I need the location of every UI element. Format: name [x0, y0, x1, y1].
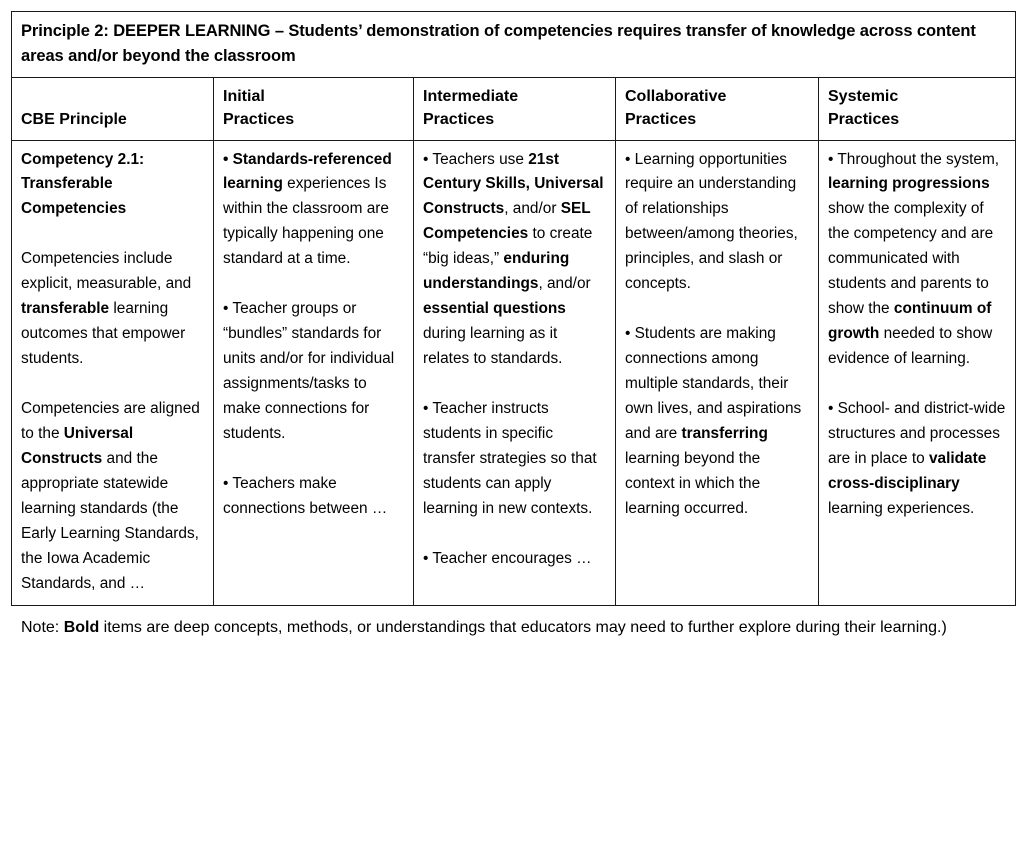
competency-paragraph-1 — [21, 247, 204, 372]
text-run-bold: • Standards-referenced learning — [223, 150, 392, 193]
text-run-bold: 21st Century Skills, Universal Constructs — [423, 150, 604, 218]
column-header-line-2: CBE Principle — [21, 111, 127, 129]
text-run-bold: Universal Constructs — [21, 424, 134, 467]
text-run: Competencies include explicit, measurable, and — [21, 250, 192, 293]
column-header-cbe-principle — [12, 78, 214, 140]
bullet-item — [625, 322, 809, 522]
bullet-item: • Teacher instructs students in specific transfer strategies so that students can apply learning in new contexts. — [423, 400, 597, 517]
cell-intermediate-practices — [414, 140, 616, 605]
column-header-line-1: Initial — [223, 88, 265, 106]
cell-collaborative-practices — [616, 140, 819, 605]
text-run: to create “big ideas,” — [423, 225, 593, 268]
competency-paragraph-2 — [21, 397, 204, 597]
text-run: Competencies are aligned to the — [21, 400, 200, 442]
bullet-item — [828, 397, 1006, 522]
column-header-line-2: Practices — [423, 111, 495, 129]
table-title-row — [12, 12, 1016, 78]
bullet-item — [828, 148, 1006, 373]
column-header-line-1: Collaborative — [625, 88, 727, 106]
table-header-row — [12, 78, 1016, 140]
column-header-line-1: Systemic — [828, 88, 899, 106]
text-run-bold: transferring — [681, 425, 768, 442]
column-header-line-1: Intermediate — [423, 88, 519, 106]
column-header-intermediate-practices — [414, 78, 616, 140]
text-run-bold: enduring understandings — [423, 250, 570, 293]
text-run: , and/or — [538, 275, 591, 293]
competency-heading — [21, 148, 204, 223]
cbe-principle-table — [11, 11, 1016, 606]
cell-cbe-principle — [12, 140, 214, 605]
text-run-bold: Bold — [63, 618, 100, 636]
text-run: • Students are making connections among multiple standards, their own lives, and aspirations and are — [625, 325, 802, 442]
text-run: experiences Is within the classroom are typically happening one standard at a time. — [223, 175, 389, 268]
table-body-row — [12, 140, 1016, 605]
bullet-item — [223, 148, 404, 273]
bullet-item: • Teacher encourages … — [423, 549, 592, 567]
text-run: • Throughout the system, — [828, 150, 1000, 168]
text-run: learning experiences. — [828, 499, 975, 517]
text-run: items are deep concepts, methods, or understandings that educators may need to further explore during their learning.) — [99, 618, 947, 636]
text-run-bold: validate cross-disciplinary — [828, 449, 987, 492]
text-run: learning outcomes that empower students. — [21, 300, 186, 368]
text-run-bold: SEL Competencies — [423, 200, 591, 243]
principle-title: Principle 2: DEEPER LEARNING – Students’ demonstration of competencies requires transfer of knowledge across content areas and/or beyond the classroom — [12, 12, 1016, 78]
column-header-systemic-practices — [819, 78, 1016, 140]
cell-systemic-practices — [819, 140, 1016, 605]
bullet-item: • Teacher groups or “bundles” standards for units and/or for individual assignments/tasks to make connections for students. — [223, 300, 395, 442]
text-run: • School- and district-wide structures and processes are in place to — [828, 400, 1006, 467]
text-run: Note: — [21, 618, 64, 636]
text-run-bold: learning progressions — [828, 175, 990, 193]
bullet-item: • Learning opportunities require an understanding of relationships between/among theories, principles, and slash or concepts. — [625, 150, 798, 293]
column-header-line-2: Practices — [625, 111, 697, 129]
column-header-initial-practices — [214, 78, 414, 140]
text-run-bold: continuum of growth — [828, 300, 992, 343]
text-run: show the complexity of the competency and are communicated with students and parents to show the — [828, 200, 994, 318]
text-run: learning beyond the context in which the learning occurred. — [625, 449, 761, 517]
competency-heading-text: Competency 2.1: Transferable Competencies — [21, 150, 145, 218]
text-run: during learning as it relates to standards. — [423, 325, 563, 368]
text-run-bold: essential questions — [423, 300, 566, 318]
cell-initial-practices — [214, 140, 414, 605]
bullet-item: • Teachers make connections between … — [223, 474, 388, 517]
text-run: , and/or — [504, 200, 561, 218]
text-run: needed to show evidence of learning. — [828, 325, 993, 368]
column-header-collaborative-practices — [616, 78, 819, 140]
table-note — [11, 606, 1015, 641]
bullet-item — [423, 148, 606, 373]
text-run: and the appropriate statewide learning standards (the Early Learning Standards, the Iowa Academic Standards, and … — [21, 449, 199, 592]
column-header-line-2: Practices — [828, 111, 900, 129]
column-header-line-2: Practices — [223, 111, 295, 129]
text-run: • Teachers use — [423, 150, 529, 168]
text-run-bold: transferable — [21, 300, 110, 318]
